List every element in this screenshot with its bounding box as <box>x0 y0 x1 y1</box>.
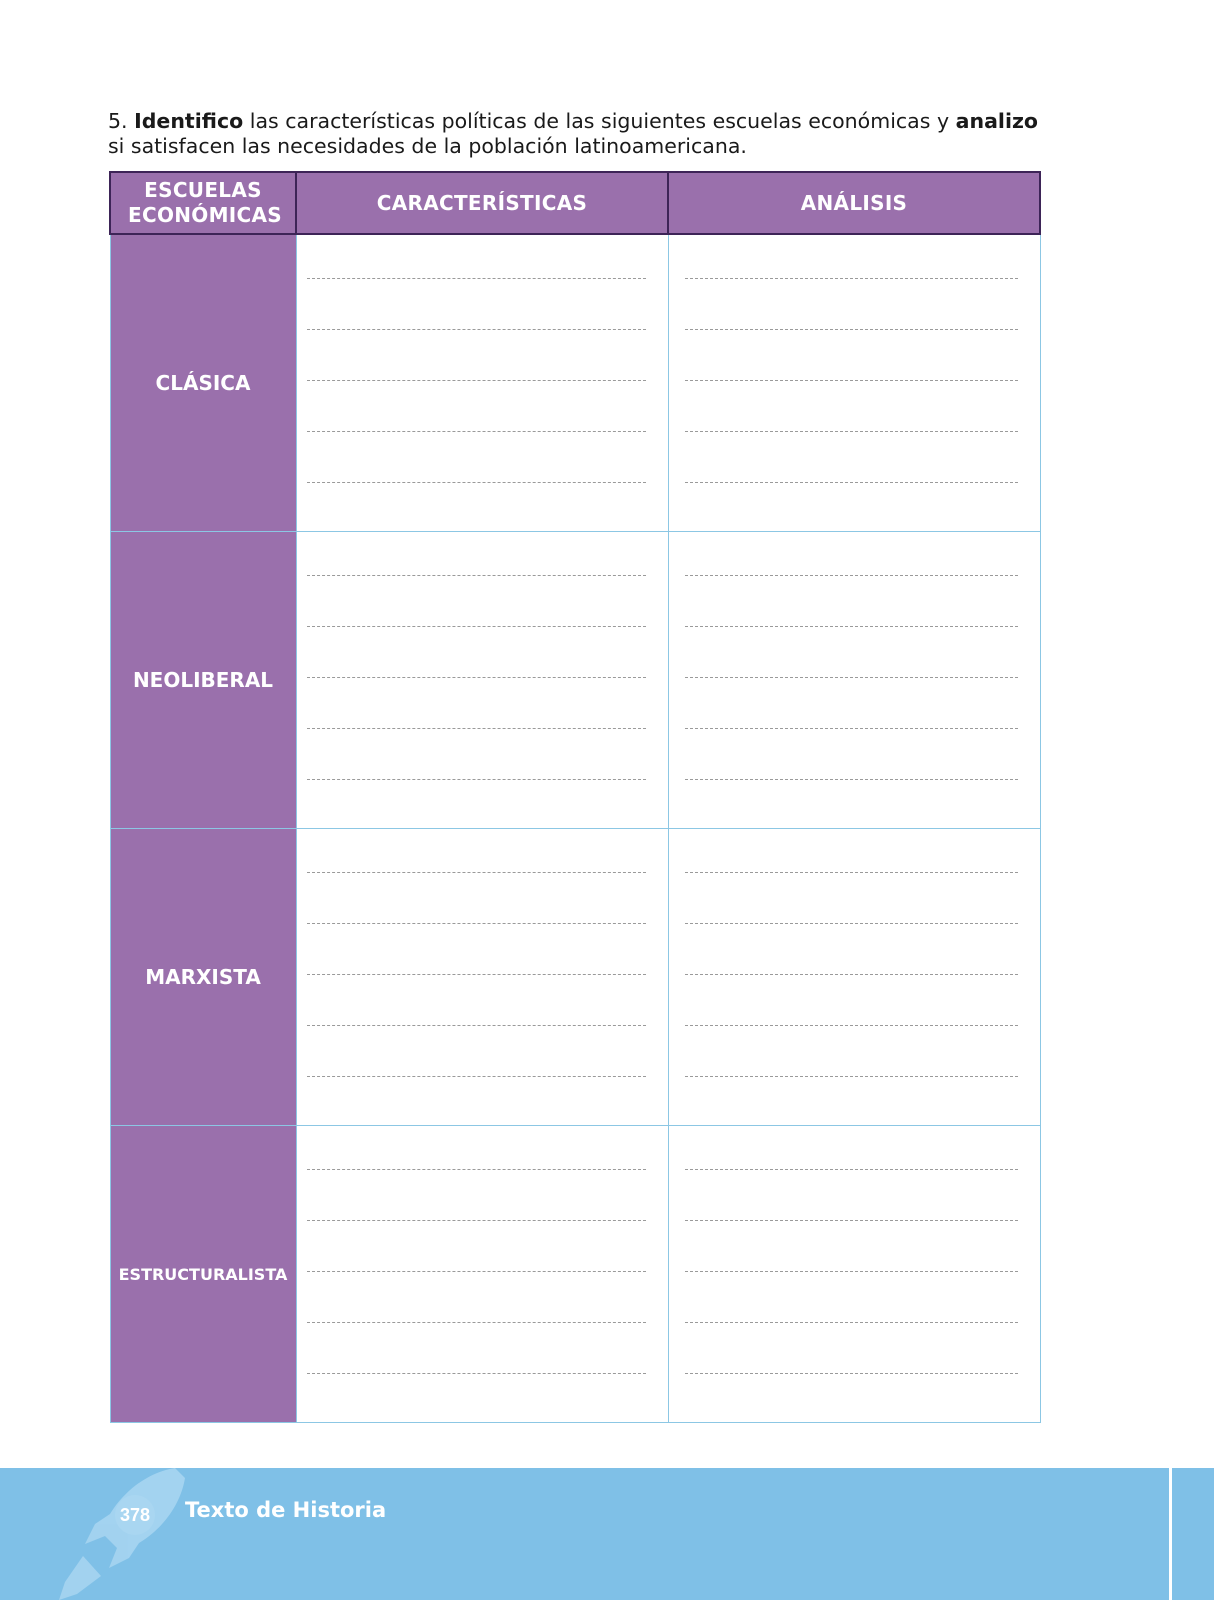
rocket-icon <box>55 1464 185 1600</box>
header-escuelas: ESCUELAS ECONÓMICAS <box>110 172 296 234</box>
school-estructuralista: ESTRUCTURALISTA <box>110 1126 296 1423</box>
analisis-writing-area[interactable] <box>668 829 1040 1126</box>
table-row <box>110 829 1040 1126</box>
school-neoliberal: NEOLIBERAL <box>110 532 296 829</box>
page-number: 378 <box>115 1495 155 1535</box>
caracteristicas-writing-area[interactable] <box>296 532 668 829</box>
table-row <box>110 1126 1040 1423</box>
economic-schools-table <box>109 171 1041 1423</box>
analisis-writing-area[interactable] <box>668 1126 1040 1423</box>
book-title: Texto de Historia <box>185 1498 387 1522</box>
activity-instruction <box>108 109 1038 159</box>
caracteristicas-writing-area[interactable] <box>296 1126 668 1423</box>
table-row <box>110 234 1040 532</box>
analisis-writing-area[interactable] <box>668 234 1040 532</box>
table-row <box>110 532 1040 829</box>
footer-edge-strip <box>1169 1468 1196 1600</box>
caracteristicas-writing-area[interactable] <box>296 829 668 1126</box>
analisis-writing-area[interactable] <box>668 532 1040 829</box>
header-analisis: ANÁLISIS <box>668 172 1040 234</box>
verb-analizo: analizo <box>955 109 1038 133</box>
verb-identifico: Identifico <box>134 109 244 133</box>
instruction-text-1: las características políticas de las siguientes escuelas económicas y <box>243 109 956 133</box>
school-marxista: MARXISTA <box>110 829 296 1126</box>
caracteristicas-writing-area[interactable] <box>296 234 668 532</box>
activity-number: 5. <box>108 109 128 133</box>
table-header-row <box>110 172 1040 234</box>
header-caracteristicas: CARACTERÍSTICAS <box>296 172 668 234</box>
school-clasica: CLÁSICA <box>110 234 296 532</box>
page-footer <box>0 1468 1214 1600</box>
instruction-text-2: si satisfacen las necesidades de la población latinoamericana. <box>108 134 747 158</box>
